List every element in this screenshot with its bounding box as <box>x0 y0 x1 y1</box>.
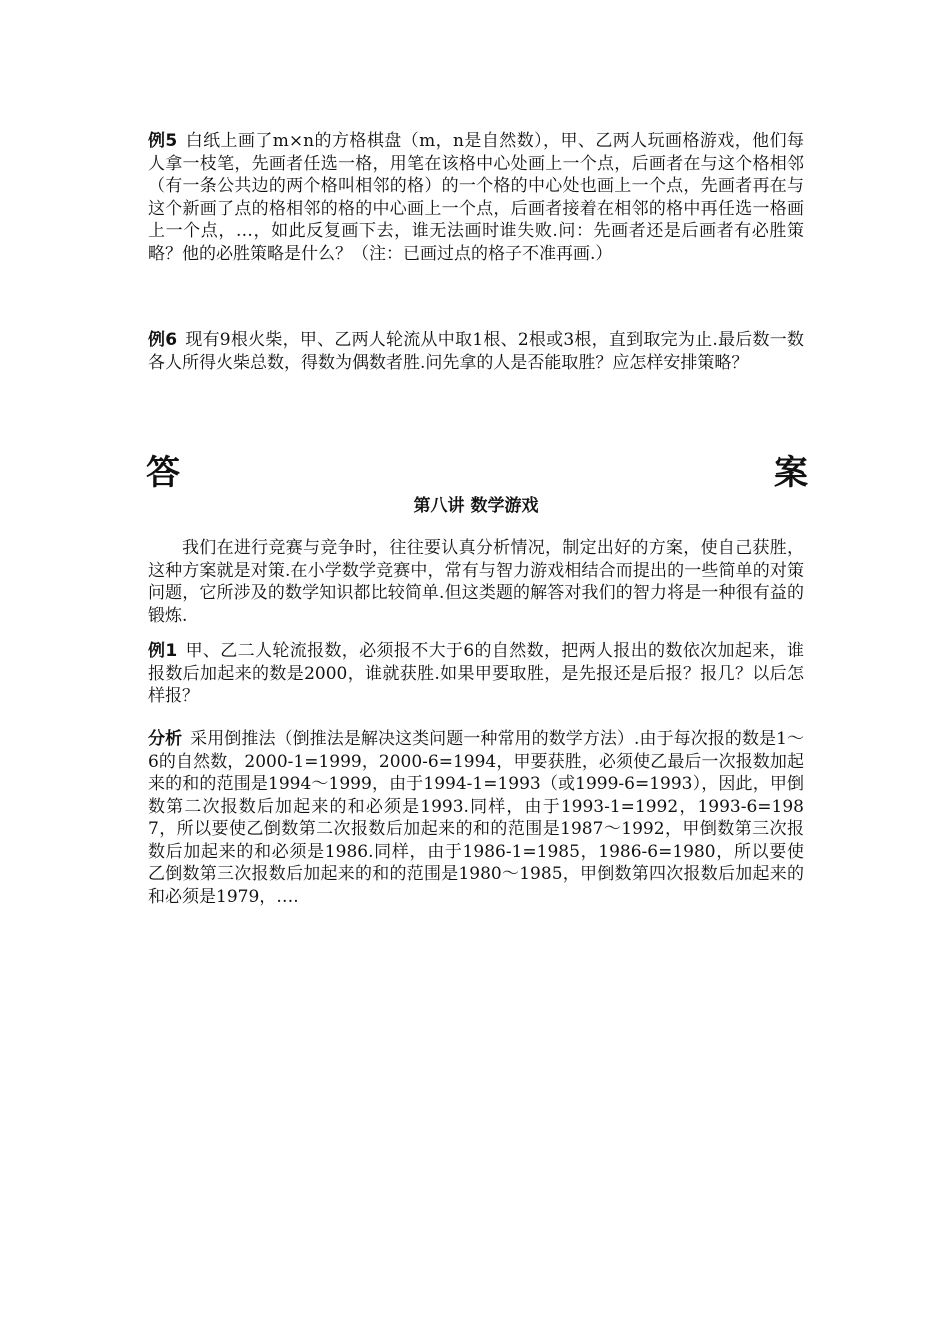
answer-heading-right: 案 <box>774 452 808 493</box>
answer-heading-left: 答 <box>146 452 180 493</box>
example-6-text: 现有9根火柴，甲、乙两人轮流从中取1根、2根或3根，直到取完为止.最后数一数各人所得火柴总数，得数为偶数者胜.问先拿的人是否能取胜？应怎样安排策略？ <box>148 330 804 373</box>
analysis-text: 采用倒推法（倒推法是解决这类问题一种常用的数学方法）.由于每次报的数是1～6的自然数，2000-1=1999，2000-6=1994，甲要获胜，必须使乙最后一次报数加起来的和的范围是1994～1999，由于1994-1=1993（或1999-6=1993），因此，甲倒数第二次报数后加起来的和必须是1993.同样，由于1993-1=1992，1993-6=1987，所以要使乙倒数第二次报数后加起来的和的范围是1987～1992，甲倒数第三次报数后加起来的和必须是1986.同样，由于1986-1=1985，1986-6=1980，所以要使乙倒数第三次报数后加起来的和的范围是1980～1985，甲倒数第四次报数后加起来的和必须是1979，…. <box>148 729 805 907</box>
lecture-title: 第八讲 数学游戏 <box>413 496 539 516</box>
analysis-label: 分析 <box>148 729 183 749</box>
example-6 <box>148 329 804 374</box>
example-1-label: 例1 <box>148 641 178 661</box>
example-5 <box>148 130 804 265</box>
intro-paragraph: 我们在进行竞赛与竞争时，往往要认真分析情况，制定出好的方案，使自己获胜，这种方案就是对策.在小学数学竞赛中，常有与智力游戏相结合而提出的一些简单的对策问题，它所涉及的数学知识都比较简单.但这类题的解答对我们的智力将是一种很有益的锻炼. <box>148 538 804 626</box>
example-5-label: 例5 <box>148 131 178 151</box>
example-5-text: 白纸上画了m×n的方格棋盘（m，n是自然数），甲、乙两人玩画格游戏，他们每人拿一枝笔，先画者任选一格，用笔在该格中心处画上一个点，后画者在与这个格相邻（有一条公共边的两个格叫相邻的格）的一个格的中心处也画上一个点，先画者再在与这个新画了点的格相邻的格的中心画上一个点，后画者接着在相邻的格中再任选一格画上一个点，…，如此反复画下去，谁无法画时谁失败.问：先画者还是后画者有必胜策略？他的必胜策略是什么？（注：已画过点的格子不准再画.） <box>148 131 804 264</box>
example-6-label: 例6 <box>148 330 178 350</box>
answer-heading <box>146 446 808 492</box>
analysis-paragraph <box>148 728 804 908</box>
example-1-text: 甲、乙二人轮流报数，必须报不大于6的自然数，把两人报出的数依次加起来，谁报数后加起来的数是2000，谁就获胜.如果甲要取胜，是先报还是后报？报几？以后怎样报？ <box>148 641 804 706</box>
example-1 <box>148 640 804 708</box>
